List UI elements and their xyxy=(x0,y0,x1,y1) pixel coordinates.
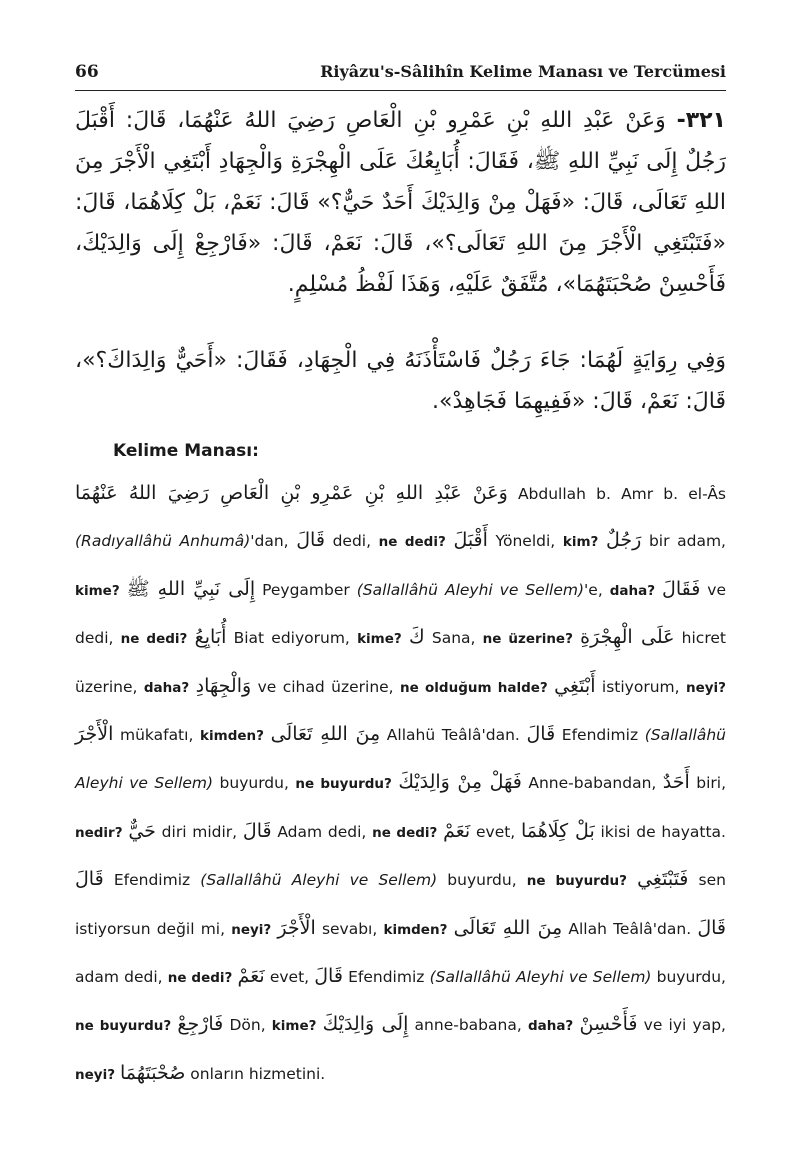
meaning-text: mükafatı, xyxy=(113,726,201,745)
meaning-text: Efendimiz xyxy=(555,726,645,745)
meaning-text: ve iyi yap, xyxy=(637,1016,726,1035)
question-cue: ne dedi? xyxy=(372,824,438,841)
meaning-text: adam dedi, xyxy=(75,968,168,987)
meaning-text: Abdullah b. Amr b. el-Âs xyxy=(507,485,726,503)
page-number: 66 xyxy=(75,62,99,82)
meaning-text: buyurdu, xyxy=(213,774,296,793)
arabic-term: فَقَالَ xyxy=(662,577,701,600)
arabic-term: عَلَى الْهِجْرَةِ xyxy=(580,626,675,649)
arabic-term: إِلَى وَالِدَيْكَ xyxy=(322,1013,409,1036)
arabic-term: كَ xyxy=(408,626,425,649)
question-cue: daha? xyxy=(143,679,190,696)
question-cue: neyi? xyxy=(685,679,727,696)
meaning-text: evet, xyxy=(470,822,521,841)
section-heading: Kelime Manası: xyxy=(113,441,259,461)
meaning-text: ikisi de hayatta. xyxy=(594,822,726,841)
question-cue: kimden? xyxy=(383,921,448,938)
question-cue: ne dedi? xyxy=(378,534,446,551)
question-cue: kim? xyxy=(562,534,599,551)
meaning-text: diri midir, xyxy=(155,822,243,841)
honorific-text: (Sallallâhü Aleyhi ve Sellem) xyxy=(200,871,438,890)
meaning-text: Efendimiz xyxy=(342,968,430,987)
question-cue: ne üzerine? xyxy=(482,631,573,648)
meaning-text: buyurdu, xyxy=(651,968,726,987)
question-cue: kimden? xyxy=(200,728,264,745)
arabic-term: مِنَ اللهِ تَعَالَى xyxy=(270,723,381,746)
honorific-text: (Sallallâhü Aleyhi ve Sellem) xyxy=(75,726,726,793)
question-cue: neyi? xyxy=(231,921,272,938)
meaning-text: Adam dedi, xyxy=(271,822,373,841)
meaning-text: Yöneldi, xyxy=(487,532,563,551)
arabic-term: فَهَلْ مِنْ وَالِدَيْكَ xyxy=(398,771,522,794)
arabic-term: وَالْجِهَادِ xyxy=(195,674,252,697)
meaning-text: dedi, xyxy=(324,532,379,551)
question-cue: nedir? xyxy=(75,824,123,841)
meaning-text: Peygamber xyxy=(255,580,357,599)
meaning-text: bir adam, xyxy=(641,532,726,551)
arabic-term: قَالَ xyxy=(296,529,325,552)
question-cue: kime? xyxy=(75,582,120,599)
meaning-text: Allah Teâlâ'dan. xyxy=(562,919,698,938)
meaning-text: anne-babana, xyxy=(408,1016,528,1035)
arabic-term: أَقْبَلَ xyxy=(453,529,488,552)
meaning-text: biri, xyxy=(689,774,727,793)
arabic-term: قَالَ xyxy=(242,819,272,842)
question-cue: ne dedi? xyxy=(120,631,188,648)
meaning-text: 'e, xyxy=(584,580,610,599)
arabic-term: الْأَجْرَ xyxy=(75,723,114,746)
running-title: Riyâzu's-Sâlihîn Kelime Manası ve Tercümesi xyxy=(320,62,726,81)
arabic-term: وَعَنْ عَبْدِ اللهِ بْنِ عَمْرِو بْنِ الْعَاصِ رَضِيَ اللهُ عَنْهُمَا xyxy=(75,482,508,504)
meaning-text: Efendimiz xyxy=(103,871,201,890)
hadith-second-text: وَفِي رِوَايَةٍ لَهُمَا: جَاءَ رَجُلٌ فَاسْتَأْذَنَهُ فِي الْجِهَادِ، فَقَالَ: «أَحَيٌّ وَالِدَاكَ؟»، قَالَ: نَعَمْ، قَالَ: «فَفِيهِمَا فَجَاهِدْ». xyxy=(75,348,726,414)
question-cue: neyi? xyxy=(75,1066,116,1083)
meaning-text: Allahü Teâlâ'dan. xyxy=(380,726,527,745)
header-rule xyxy=(75,90,726,91)
arabic-term: بَلْ كِلَاهُمَا xyxy=(521,819,595,842)
arabic-term: رَجُلٌ xyxy=(606,529,642,552)
arabic-term: فَارْجِعْ xyxy=(177,1013,224,1036)
question-cue: ne buyurdu? xyxy=(295,776,392,793)
meaning-text: istiyorum, xyxy=(595,677,686,696)
meaning-text: sen istiyorsun değil mi, xyxy=(75,871,726,938)
arabic-term: قَالَ xyxy=(526,723,556,746)
meaning-text: ve dedi, xyxy=(75,580,726,648)
meaning-text: Sana, xyxy=(424,629,483,648)
question-cue: kime? xyxy=(271,1018,317,1035)
arabic-term: أَحَدٌ xyxy=(662,771,690,794)
question-cue: daha? xyxy=(527,1018,574,1035)
arabic-term: فَتَبْتَغِي xyxy=(637,868,689,891)
arabic-term: قَالَ xyxy=(697,916,726,939)
arabic-term: إِلَى نَبِيِّ اللهِ ﷺ xyxy=(126,577,256,600)
arabic-term: أَبْتَغِي xyxy=(554,674,596,697)
arabic-term: نَعَمْ xyxy=(237,965,265,988)
meaning-text: sevabı, xyxy=(315,919,384,938)
question-cue: ne dedi? xyxy=(167,970,233,987)
question-cue: daha? xyxy=(609,582,656,599)
vocabulary-paragraph xyxy=(75,470,726,1100)
meaning-text: Anne-babandan, xyxy=(521,774,663,793)
question-cue: ne olduğum halde? xyxy=(400,679,548,696)
page-header xyxy=(75,62,726,88)
meaning-text: Dön, xyxy=(223,1016,272,1035)
hadith-arabic-text xyxy=(75,100,726,340)
arabic-term: حَيٌّ xyxy=(128,819,156,842)
arabic-term: نَعَمْ xyxy=(443,819,471,842)
honorific-text: (Sallallâhü Aleyhi ve Sellem) xyxy=(429,968,652,987)
meaning-text: Biat ediyorum, xyxy=(226,629,358,648)
honorific-text: (Sallallâhü Aleyhi ve Sellem) xyxy=(356,580,585,599)
meaning-text: onların hizmetini. xyxy=(185,1064,326,1083)
hadith-main-text: وَعَنْ عَبْدِ اللهِ بْنِ عَمْرِو بْنِ الْعَاصِ رَضِيَ اللهُ عَنْهُمَا، قَالَ: أَقْبَلَ رَجُلٌ إِلَى نَبِيِّ اللهِ ﷺ، فَقَالَ: أُبَايِعُكَ عَلَى الْهِجْرَةِ وَالْجِهَادِ أَبْتَغِي الْأَجْرَ مِنَ اللهِ تَعَالَى، قَالَ: «فَهَلْ مِنْ وَالِدَيْكَ أَحَدٌ حَيٌّ؟» قَالَ: نَعَمْ، بَلْ كِلَاهُمَا، قَالَ: «فَتَبْتَغِي الْأَجْرَ مِنَ اللهِ تَعَالَى؟»، قَالَ: نَعَمْ، قَالَ: «فَارْجِعْ إِلَى وَالِدَيْكَ، فَأَحْسِنْ صُحْبَتَهُمَا»، مُتَّفَقٌ عَلَيْهِ، وَهَذَا لَفْظُ مُسْلِمٍ. xyxy=(75,108,726,297)
meaning-text: ve cihad üzerine, xyxy=(251,677,401,696)
question-cue: ne buyurdu? xyxy=(526,873,627,890)
hadith-second-narration xyxy=(75,340,726,420)
meaning-text: buyurdu, xyxy=(437,871,527,890)
question-cue: kime? xyxy=(357,631,402,648)
arabic-term: قَالَ xyxy=(75,868,104,891)
arabic-term: مِنَ اللهِ تَعَالَى xyxy=(453,916,563,939)
arabic-term: قَالَ xyxy=(314,965,343,988)
hadith-number: ٣٢١- xyxy=(676,108,726,133)
arabic-term: الْأَجْرَ xyxy=(277,916,316,939)
arabic-term: صُحْبَتَهُمَا xyxy=(119,1061,186,1084)
meaning-text: evet, xyxy=(264,968,315,987)
arabic-term: فَأَحْسِنْ xyxy=(579,1013,638,1036)
meaning-text: 'dan, xyxy=(250,532,297,551)
meaning-text: hicret üzerine, xyxy=(75,629,726,696)
honorific-text: (Radıyallâhü Anhumâ) xyxy=(75,532,251,551)
question-cue: ne buyurdu? xyxy=(75,1018,172,1035)
arabic-term: أُبَايِعُ xyxy=(194,626,227,649)
